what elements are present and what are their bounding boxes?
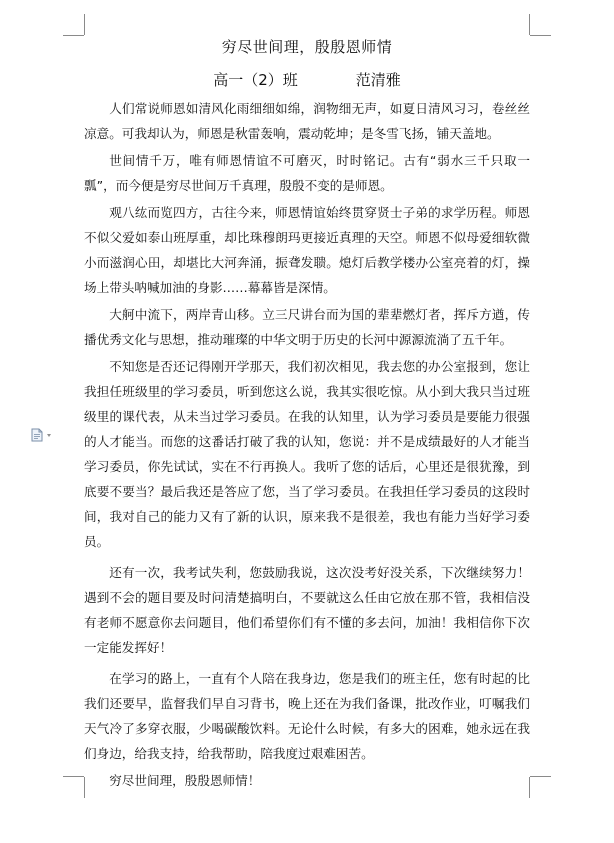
paragraph: 在学习的路上，一直有个人陪在我身边，您是我们的班主任，您有时起的比我们还要早，监督我们早自习背书，晚上还在为我们备课，批改作业，叮嘱我们天气冷了多穿衣服，少喝碳酸饮料。无论什么时候，有多大的困难，她永远在我们身边，给我支持，给我帮助，陪我度过艰难困苦。 (84, 671, 530, 761)
document-body[interactable] (84, 96, 530, 795)
class-name: 高一（2）班 (213, 71, 298, 89)
crop-mark-top-right-v (529, 14, 530, 35)
document-icon[interactable] (30, 427, 56, 441)
paragraph: 人们常说师恩如清风化雨细细如绵，润物细无声，如夏日清风习习，卷丝丝凉意。可我却认为，师恩是秋雷轰响，震动乾坤；是冬雪飞扬，铺天盖地。 (84, 101, 530, 141)
chevron-down-icon (47, 434, 51, 437)
crop-mark-top-left-v (84, 14, 85, 35)
paragraph: 世间情千万，唯有师恩情谊不可磨灭，时时铭记。古有“弱水三千只取一瓢”，而今便是穷尽世间万千真理，殷殷不变的是师恩。 (84, 153, 530, 193)
author-name: 范清雅 (355, 71, 401, 89)
paragraph: 大舸中流下，两岸青山移。立三尺讲台而为国的辈辈燃灯者，挥斥方遒，传播优秀文化与思想，推动璀璨的中华文明于历史的长河中源源流淌了五千年。 (84, 307, 530, 347)
crop-mark-bottom-left-h (63, 776, 84, 777)
paragraph: 观八纮而览四方，古往今来，师恩情谊始终贯穿贤士子弟的求学历程。师恩不似父爱如泰山班厚重，却比珠穆朗玛更接近真理的天空。师恩不似母爱细软微小而滋润心田，却堪比大河奔涌，振聋发聩。熄灯后教学楼办公室亮着的灯，操场上带头呐喊加油的身影……幕幕皆是深情。 (84, 205, 530, 295)
closing-line: 穷尽世间理，殷殷恩师情！ (109, 773, 261, 788)
paragraph: 不知您是否还记得刚开学那天，我们初次相见，我去您的办公室报到，您让我担任班级里的学习委员，听到您这么说，我其实很吃惊。从小到大我只当过班级里的课代表，从未当过学习委员。在我的认知里，认为学习委员是要能力很强的人才能当。而您的这番话打破了我的认知，您说：并不是成绩最好的人才能当学习委员，你先试试，实在不行再换人。我听了您的话后，心里还是很犹豫，到底要不要当？最后我还是答应了您，当了学习委员。在我担任学习委员的这段时间，我对自己的能力又有了新的认识，原来我不是很差，我也有能力当好学习委员。 (84, 359, 530, 549)
crop-mark-bottom-right-h (530, 776, 551, 777)
byline (0, 67, 614, 93)
paragraph: 还有一次，我考试失利，您鼓励我说，这次没考好没关系，下次继续努力！遇到不会的题目要及时问清楚搞明白，不要就这么任由它放在那不管，我相信没有老师不愿意你去问题目，他们希望你们有不懂的多去问，加油！我相信你下次一定能发挥好！ (84, 565, 530, 655)
document-title: 穷尽世间理，殷殷恩师情 (221, 38, 393, 56)
